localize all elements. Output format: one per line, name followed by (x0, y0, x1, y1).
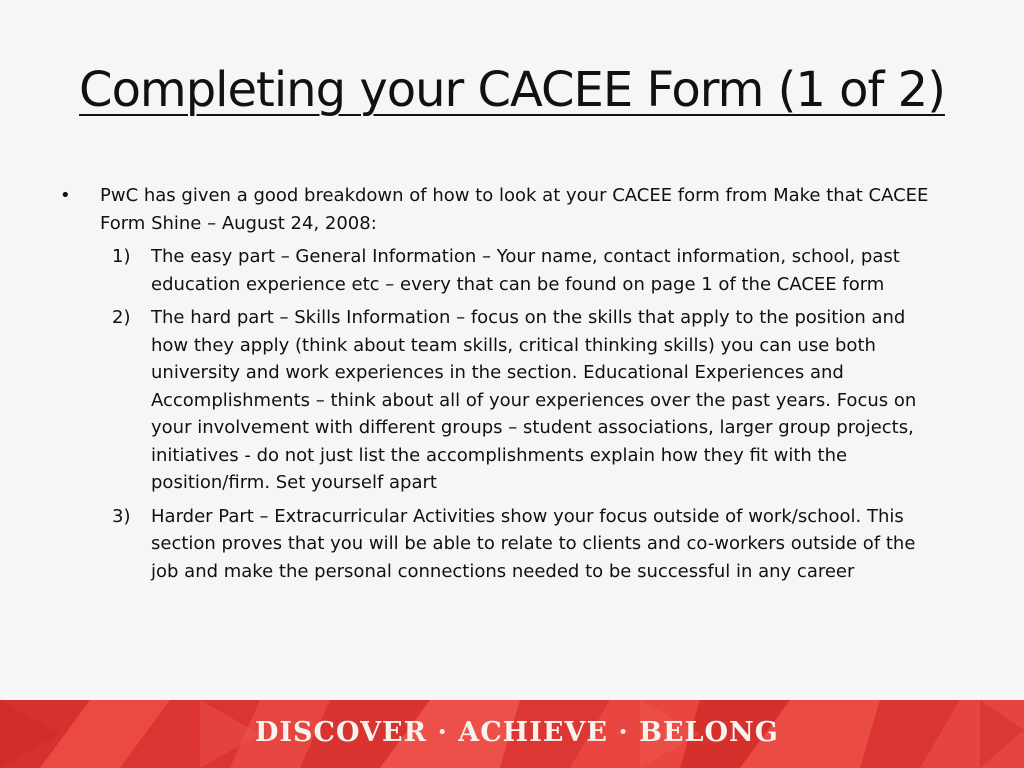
bullet-icon: • (60, 185, 71, 206)
list-item (0, 243, 1024, 298)
list-item-number: 1) (112, 246, 131, 267)
bullet-item (0, 182, 1024, 237)
list-item (0, 503, 1024, 586)
list-item-text: The easy part – General Information – Your name, contact information, school, past education experience etc – every that can be found on page 1 of the CACEE form (151, 246, 900, 295)
list-item-number: 3) (112, 505, 131, 527)
slide-content (0, 182, 1024, 585)
list-item-text: Harder Part – Extracurricular Activities show your focus outside of work/school. This section proves that you will be able to relate to clients and co-workers outside of the job and make the personal connections needed to be successful in any career (151, 505, 916, 582)
footer-tagline: DISCOVER · ACHIEVE · BELONG (255, 717, 779, 748)
list-item-text: The hard part – Skills Information – focus on the skills that apply to the position and how they apply (think about team skills, critical thinking skills) you can use both university and work experiences in the section. Educational Experiences and Accomplishments – think about all of your experiences over the past years. Focus on your involvement with different groups – student associations, larger group projects, initiatives - do not just list the accomplishments explain how they fit with the position/firm. Set yourself apart (151, 307, 917, 493)
list-item-number: 2) (112, 307, 131, 328)
slide-title: Completing your CACEE Form (1 of 2) (79, 62, 945, 118)
bullet-text: PwC has given a good breakdown of how to look at your CACEE form from Make that CACEE Form Shine – August 24, 2008: (100, 185, 929, 234)
list-item (0, 304, 1024, 497)
